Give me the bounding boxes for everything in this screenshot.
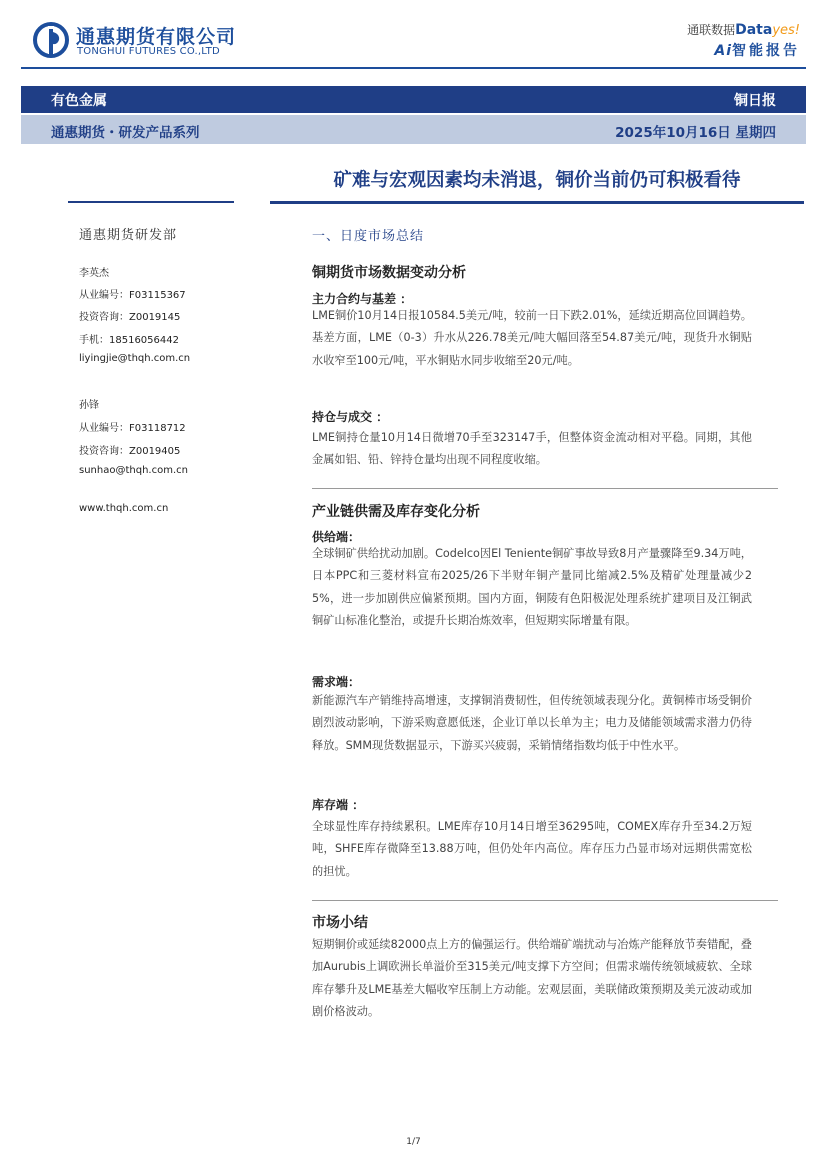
supply-paragraph: 全球铜矿供给扰动加剧。Codelco因El Teniente铜矿事故导致8月产量骤降至9.34万吨，日本PPC和三菱材料宣布2025/26下半财年铜产量同比缩减2.5%及精矿处理量减少25%，进一步加剧供应偏紧预期。国内方面，铜陵有色阳极泥处理系统扩建项目及江铜武铜矿山标准化整治，或提升长期冶炼效率，但短期实际增量有限。 xyxy=(312,547,752,627)
analyst-license: 从业编号：F03115367 xyxy=(79,290,186,301)
research-dept: 通惠期货研发部 xyxy=(79,228,178,243)
summary-paragraph: 短期铜价或延续82000点上方的偏强运行。供给端矿端扰动与冶炼产能释放节奏错配，叠加Aurubis上调欧洲长单溢价至315美元/吨支撑下方空间；但需求端传统领域疲软、全球库存攀升及LME基差大幅收窄压制上方动能。宏观层面，美联储政策预期及美元波动或加剧价格波动。 xyxy=(312,938,752,1018)
ai-mark: Ai xyxy=(714,43,732,59)
inventory-paragraph: 全球显性库存持续累积。LME库存10月14日增至36295吨，COMEX库存升至34.2万短吨，SHFE库存微降至13.88万吨，但仍处年内高位。库存压力凸显市场对远期供需宽松的担忧。 xyxy=(312,820,752,878)
section-divider xyxy=(312,488,778,489)
datayes-brand: Data xyxy=(735,22,773,38)
title-underline xyxy=(270,201,804,204)
summary-heading: 市场小结 xyxy=(312,915,368,931)
header-divider xyxy=(21,67,806,69)
sidebar-top-rule xyxy=(68,201,234,203)
report-title: 矿难与宏观因素均未消退，铜价当前仍可积极看待 xyxy=(333,170,741,191)
company-logo-icon xyxy=(33,22,69,58)
demand-subheading: 需求端： xyxy=(312,675,361,689)
series-bar xyxy=(21,115,806,144)
analyst-email[interactable]: liyingjie@thqh.com.cn xyxy=(79,353,191,364)
datayes-suffix: yes! xyxy=(772,23,800,38)
company-name-en: TONGHUI FUTURES CO.,LTD xyxy=(77,46,220,57)
report-date: 2025年10月16日 星期四 xyxy=(615,125,776,141)
company-name-cn: 通惠期货有限公司 xyxy=(76,26,237,48)
position-volume-subheading: 持仓与成交 ： xyxy=(312,410,389,424)
section-divider xyxy=(312,900,778,901)
contract-basis-paragraph: LME铜价10月14日报10584.5美元/吨，较前一日下跌2.01%，延续近期高位回调趋势。基差方面，LME（0-3）升水从226.78美元/吨大幅回落至54.87美元/吨，现货升水铜贴水收窄至100元/吨，平水铜贴水同步收缩至20元/吨。 xyxy=(312,309,752,367)
analyst-name: 李英杰 xyxy=(79,268,109,279)
demand-paragraph: 新能源汽车产销维持高增速，支撑铜消费韧性，但传统领域表现分化。黄铜棒市场受铜价剧烈波动影响，下游采购意愿低迷，企业订单以长单为主；电力及储能领域需求潜力仍待释放。SMM现货数据显示，下游买兴疲弱，采销情绪指数均低于中性水平。 xyxy=(312,694,752,752)
futures-heading: 铜期货市场数据变动分析 xyxy=(312,265,466,281)
website-link[interactable]: www.thqh.com.cn xyxy=(79,503,169,514)
section-title: 一、日度市场总结 xyxy=(312,229,425,244)
analyst-email[interactable]: sunhao@thqh.com.cn xyxy=(79,465,188,476)
category-bar xyxy=(21,86,806,113)
supply-subheading: 供给端： xyxy=(312,530,361,544)
supply-chain-heading: 产业链供需及库存变化分析 xyxy=(312,504,480,520)
inventory-subheading: 库存端 ： xyxy=(312,798,365,812)
report-type-label: 铜日报 xyxy=(734,93,776,109)
analyst-license: 从业编号：F03118712 xyxy=(79,423,186,434)
category-label: 有色金属 xyxy=(51,93,107,109)
page-number: 1/7 xyxy=(406,1137,421,1147)
ai-report-label xyxy=(714,40,800,60)
analyst-advisory: 投资咨询：Z0019405 xyxy=(79,446,181,457)
position-volume-paragraph: LME铜持仓量10月14日微增70手至323147手，但整体资金流动相对平稳。同期，其他金属如铝、铅、锌持仓量均出现不同程度收缩。 xyxy=(312,431,752,467)
ai-report-text: 智能报告 xyxy=(732,43,800,59)
analyst-advisory: 投资咨询：Z0019145 xyxy=(79,312,181,323)
contract-basis-subheading: 主力合约与基差 ： xyxy=(312,292,413,306)
analyst-name: 孙锋 xyxy=(79,400,99,411)
datayes-logo xyxy=(687,21,800,38)
datayes-prefix: 通联数据 xyxy=(687,23,736,37)
series-label: 通惠期货・研发产品系列 xyxy=(51,125,200,141)
analyst-phone: 手机：18516056442 xyxy=(79,335,179,346)
